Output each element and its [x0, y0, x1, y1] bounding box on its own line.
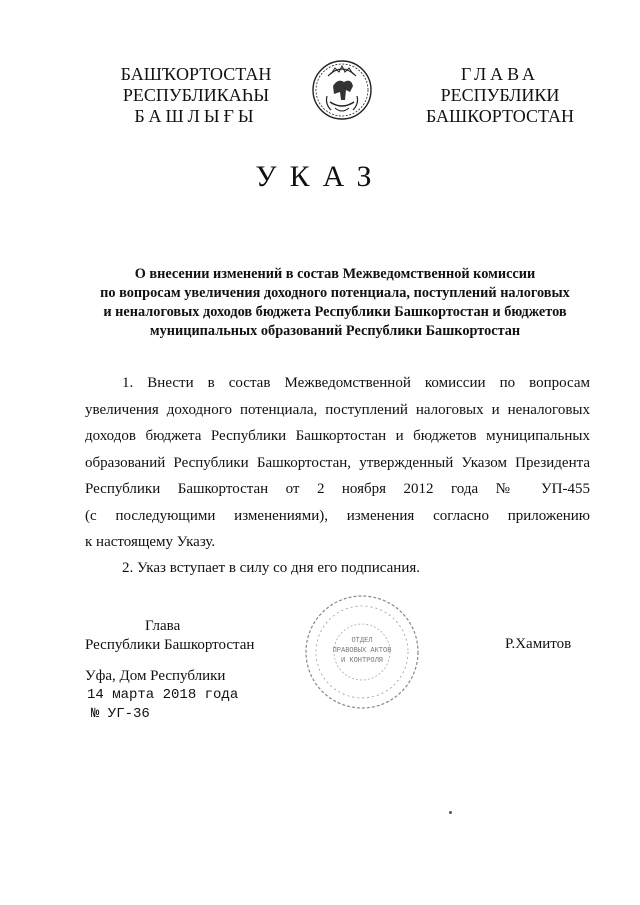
document-subject	[80, 265, 590, 341]
paragraph-2-text: 2. Указ вступает в силу со дня его подписания.	[122, 560, 420, 576]
number-line: № УГ-36	[91, 706, 150, 722]
signature-name: Р.Хамитов	[505, 636, 572, 652]
date-line: 14 марта 2018 года	[87, 687, 239, 703]
subject-line: по вопросам увеличения доходного потенциала, поступлений налоговых	[100, 285, 570, 301]
paragraph-1-line: образований Республики Башкортостан, утвержденный Указом Президента	[85, 454, 590, 471]
official-stamp-icon	[300, 590, 424, 714]
header-left-block	[110, 64, 282, 127]
header-right-block	[418, 64, 582, 127]
header-right-line-2: РЕСПУБЛИКИ	[440, 85, 560, 105]
scan-artifact-dot	[449, 811, 452, 814]
paragraph-1-line-text: 1. Внести в состав Межведомственной комиссии по вопросам	[122, 375, 590, 391]
paragraph-2	[85, 555, 590, 582]
signature-position	[85, 617, 254, 655]
stamp-line-2: ПРАВОВЫХ АКТОВ	[332, 647, 392, 655]
paragraph-1-line: доходов бюджета Республики Башкортостан и бюджетов муниципальных	[85, 428, 590, 444]
stamp-line-3: И КОНТРОЛЯ	[340, 657, 384, 665]
paragraph-1	[85, 370, 590, 529]
document-place-date	[85, 667, 238, 724]
paragraph-1-line: Республики Башкортостан от 2 ноября 2012 года № УП-455	[85, 481, 590, 497]
paragraph-1-last-line: к настоящему Указу.	[85, 534, 216, 550]
subject-line: и неналоговых доходов бюджета Республики Башкортостан и бюджетов	[103, 304, 567, 320]
signature-position-line-1: Глава	[145, 618, 181, 634]
document-title: УКАЗ	[255, 160, 385, 193]
coat-of-arms-emblem-icon	[311, 56, 373, 124]
paragraph-1-line: (с последующими изменениями), изменения согласно приложению	[85, 507, 590, 524]
subject-line: муниципальных образований Республики Башкортостан	[149, 323, 521, 339]
header-left-line-3: БАШЛЫҒЫ	[134, 106, 258, 126]
paragraph-1-line: увеличения доходного потенциала, поступлений налоговых и неналоговых	[85, 401, 590, 418]
paragraph-1-line	[85, 370, 590, 397]
header-right-line-3: БАШКОРТОСТАН	[425, 106, 575, 126]
header-right-line-1: ГЛАВА	[460, 64, 540, 84]
subject-line: О внесении изменений в состав Межведомственной комиссии	[134, 266, 536, 282]
header-left-line-2: РЕСПУБЛИКАҺЫ	[122, 85, 270, 105]
stamp-line-1: ОТДЕЛ	[351, 637, 373, 645]
signature-position-line-2: Республики Башкортостан	[85, 637, 255, 653]
header-left-line-1: БАШҠОРТОСТАН	[120, 64, 272, 84]
place-line: Уфа, Дом Республики	[85, 668, 226, 684]
